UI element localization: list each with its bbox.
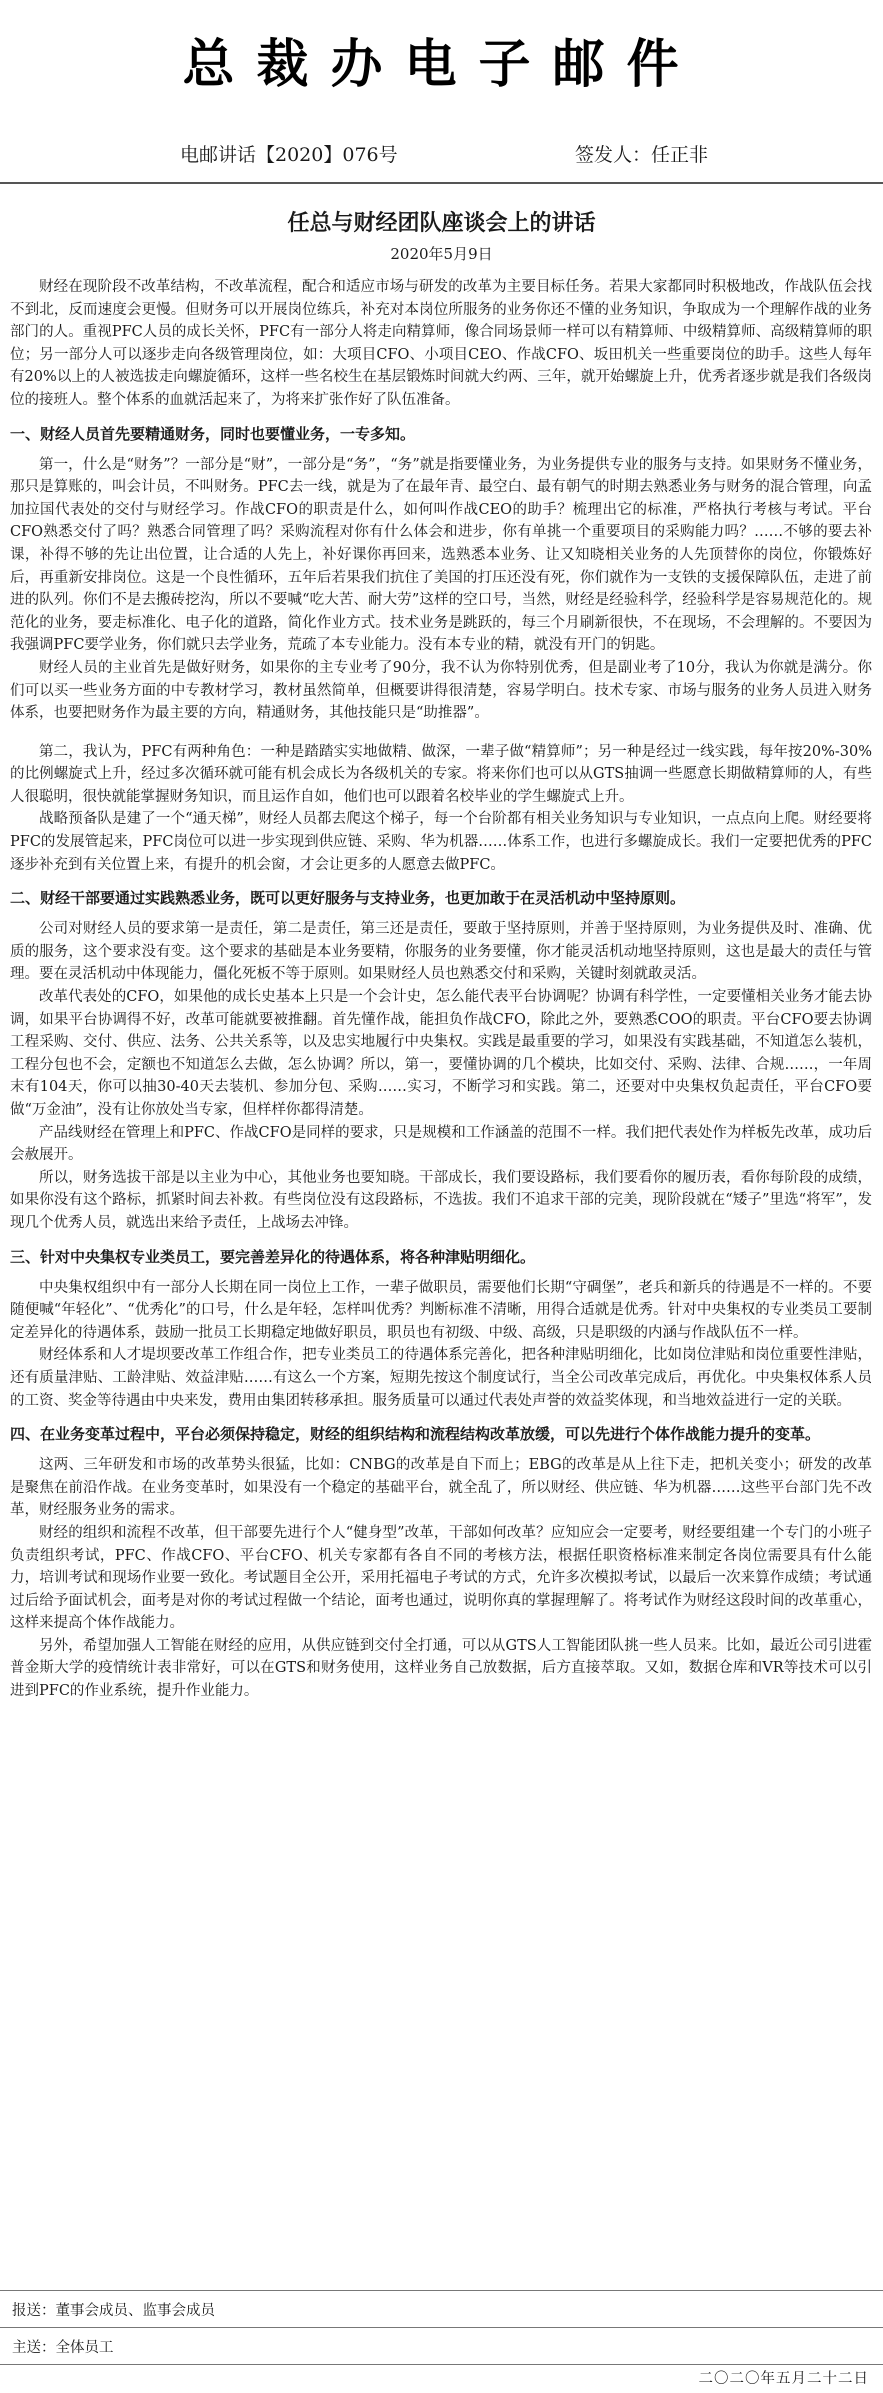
body-paragraph: 公司对财经人员的要求第一是责任，第二是责任，第三还是责任，要敢于坚持原则，并善于坚持原则，为业务提供及时、准确、优质的服务，这个要求没有变。这个要求的基础是本业务要精，你服务的业务要懂，你才能灵活机动地坚持原则，这也是最大的责任与管理。要在灵活机动中体现能力，僵化死板不等于原则。如果财经人员也熟悉交付和采购，关键时刻就敢灵活。 (10, 921, 872, 983)
section-heading: 四、在业务变革过程中，平台必须保持稳定，财经的组织结构和流程结构改革放缓，可以先进行个体作战能力提升的变革。 (10, 1425, 821, 1444)
body-paragraph: 这两、三年研发和市场的改革势头很猛，比如：CNBG的改革是自下而上；EBG的改革是从上往下走，把机关变小；研发的改革是聚焦在前沿作战。在业务变革时，如果没有一个稳定的基础平台，就全乱了，所以财经、供应链、华为机器……这些平台部门先不改革，财经服务业务的需求。 (10, 1457, 872, 1519)
body-paragraph: 改革代表处的CFO，如果他的成长史基本上只是一个会计史，怎么能代表平台协调呢？协调有科学性，一定要懂相关业务才能去协调，如果平台协调得不好，改革可能就要被推翻。首先懂作战，能担负作战CFO，除此之外，要熟悉COO的职责。平台CFO要去协调工程采购、交付、供应、法务、公共关系等，以及忠实地履行中央集权。实践是最重要的学习，如果没有实践基础，不知道怎么装机，工程分包也不会，定额也不知道怎么去做，怎么协调？所以，第一，要懂协调的几个模块，比如交付、采购、法律、合规……，一年周末有104天，你可以抽30-40天去装机、参加分包、采购……实习，不断学习和实践。第二，还要对中央集权负起责任，平台CFO要做“万金油”，没有让你放处当专家，但样样你都得清楚。 (10, 989, 872, 1118)
speech-title: 任总与财经团队座谈会上的讲话 (287, 210, 596, 236)
body-paragraph: 财经的组织和流程不改革，但干部要先进行个人“健身型”改革，干部如何改革？应知应会一定要考，财经要组建一个专门的小班子负责组织考试，PFC、作战CFO、平台CFO、机关专家都有各自不同的考核方法，根据任职资格标准来制定各岗位需要具有什么能力，培训考试和现场作业要一致化。考试题目全公开，采用托福电子考试的方式，允许多次模拟考试，以最后一次来算作成绩；考试通过后给予面试机会，面考是对你的考试过程做一个结论，面考也通过，说明你真的掌握理解了。将考试作为财经这段时间的改革重心，这样来提高个体作战能力。 (10, 1524, 872, 1632)
body-paragraph: 产品线财经在管理上和PFC、作战CFO是同样的要求，只是规模和工作涵盖的范围不一样。我们把代表处作为样板先改革，成功后会赦展开。 (10, 1124, 872, 1164)
main-recipients: 主送：全体员工 (12, 2340, 114, 2356)
body-paragraph: 第一，什么是“财务”？一部分是“财”，一部分是“务”，“务”就是指要懂业务，为业务提供专业的服务与支持。如果财务不懂业务，那只是算账的，叫会计员，不叫财务。PFC去一线，就是为了在最年青、最空白、最有朝气的时期去熟悉业务与财务的混合管理，向孟加拉国代表处的交付与财经学习。作战CFO的职责是什么，如何叫作战CEO的助手？梳理出它的标准，严格执行考核与考试。平台CFO熟悉交付了吗？熟悉合同管理了吗？采购流程对你有什么体会和进步，你有单挑一个重要项目的采购能力吗？……不够的要去补课，补得不够的先让出位置，让合适的人先上，补好课你再回来，选熟悉本业务、让又知晓相关业务的人先顶替你的岗位，你锻炼好后，再重新安排岗位。这是一个良性循环，五年后若果我们抗住了美国的打压还没有死，你们就作为一支铁的支援保障队伍，走进了前进的队列。你们不是去搬砖挖沟，所以不要喊“吃大苦、耐大劳”这样的空口号，当然，财经是经验科学，经验科学是容易规范化的。规范化的业务，要走标准化、电子化的道路，简化作业方式。技术业务是跳跃的，每三个月刷新很快，不在现场，不会理解的。不要因为我强调PFC要学业务，你们就只去学业务，荒疏了本专业能力。没有本专业的精，就没有开门的钥匙。 (10, 456, 872, 654)
speech-date: 2020年5月9日 (390, 245, 493, 263)
body-paragraph: 另外，希望加强人工智能在财经的应用，从供应链到交付全打通，可以从GTS人工智能团队挑一些人员来。比如，最近公司引进霍普金斯大学的疫情统计表非常好，可以在GTS和财务使用，这样业务自己放数据，后方直接萃取。又如，数据仓库和VR等技术可以引进到PFC的作业系统，提升作业能力。 (10, 1637, 872, 1700)
body-paragraph: 战略预备队是建了一个“通天梯”，财经人员都去爬这个梯子，每一个台阶都有相关业务知识与专业知识，一点点向上爬。财经要将PFC的发展管起来，PFC岗位可以进一步实现到供应链、采购、华为机器……体系工作，也进行多螺旋成长。我们一定要把优秀的PFC逐步补充到有关位置上来，有提升的机会窗，才会让更多的人愿意去做PFC。 (10, 811, 872, 873)
document-number: 电邮讲话【2020】076号 (180, 144, 398, 166)
report-to: 报送：董事会成员、监事会成员 (12, 2303, 215, 2319)
section-heading: 一、财经人员首先要精通财务，同时也要懂业务，一专多知。 (10, 424, 416, 443)
body-paragraph: 第二，我认为，PFC有两种角色：一种是踏踏实实地做精、做深，一辈子做“精算师”；另一种是经过一线实践，每年按20%-30%的比例螺旋式上升，经过多次循环就可能有机会成长为各级机关的专家。将来你们也可以从GTS抽调一些愿意长期做精算师的人，有些人很聪明，很快就能掌握财务知识，而且运作自如，他们也可以跟着名校毕业的学生螺旋式上升。 (10, 743, 872, 805)
body-paragraph: 中央集权组织中有一部分人长期在同一岗位上工作，一辈子做职员，需要他们长期“守碉堡”，老兵和新兵的待遇是不一样的。不要随便喊“年轻化”、“优秀化”的口号，什么是年轻，怎样叫优秀？判断标准不清晰，用得合适就是优秀。针对中央集权的专业类员工要制定差异化的待遇体系，鼓励一批员工长期稳定地做好职员，职员也有初级、中级、高级，只是职级的内涵与作战队伍不一样。 (10, 1279, 872, 1341)
header-divider (0, 182, 883, 184)
body-paragraph: 财经人员的主业首先是做好财务，如果你的主专业考了90分，我不认为你特别优秀，但是副业考了10分，我认为你就是满分。你们可以买一些业务方面的中专教材学习，教材虽然简单，但概要讲得很清楚，容易学明白。技术专家、市场与服务的业务人员进入财务体系，也要把财务作为最主要的方向，精通财务，其他技能只是“助推器”。 (10, 659, 872, 722)
footer-divider-middle (0, 2327, 883, 2328)
signer: 签发人：任正非 (575, 144, 709, 166)
section-heading: 三、针对中央集权专业类员工，要完善差异化的待遇体系，将各种津贴明细化。 (10, 1247, 536, 1266)
masthead-title: 总裁办电子邮件 (182, 35, 701, 95)
footer-divider-bottom (0, 2364, 883, 2365)
body-paragraph: 财经体系和人才堤坝要改革工作组合作，把专业类员工的待遇体系完善化，把各种津贴明细化，比如岗位津贴和岗位重要性津贴，还有质量津贴、工龄津贴、效益津贴……有这么一个方案，短期先按这个制度试行，当全公司改革完成后，再优化。中央集权体系人员的工资、奖金等待遇由中央来发，费用由集团转移承担。服务质量可以通过代表处声誉的效益奖体现，和当地效益进行一定的关联。 (10, 1347, 872, 1409)
body-paragraph: 所以，财务选拔干部是以主业为中心，其他业务也要知晓。干部成长，我们要设路标，我们要看你的履历表，看你每阶段的成绩，如果你没有这个路标，抓紧时间去补救。有些岗位没有这段路标，不选拔。我们不追求干部的完美，现阶段就在“矮子”里选“将军”，发现几个优秀人员，就选出来给予责任，上战场去冲锋。 (10, 1169, 872, 1231)
intro-paragraph: 财经在现阶段不改革结构，不改革流程，配合和适应市场与研发的改革为主要目标任务。若果大家都同时积极地改，作战队伍会找不到北，反而速度会更慢。但财务可以开展岗位练兵，补充对本岗位所服务的业务你还不懂的业务知识，争取成为一个理解作战的业务部门的人。重视PFC人员的成长关怀，PFC有一部分人将走向精算师，像合同场景师一样可以有精算师、中级精算师、高级精算师的职位；另一部分人可以逐步走向各级管理岗位，如：大项目CFO、小项目CEO、作战CFO、坂田机关一些重要岗位的助手。这些人每年有20%以上的人被选拔走向螺旋循环，这样一些名校生在基层锻炼时间就大约两、三年，就开始螺旋上升，优秀者逐步就是我们各级岗位的接班人。整个体系的血就活起来了，为将来扩张作好了队伍准备。 (10, 279, 872, 408)
footer-divider-top (0, 2290, 883, 2291)
section-heading: 二、财经干部要通过实践熟悉业务，既可以更好服务与支持业务，也更加敢于在灵活机动中坚持原则。 (10, 889, 686, 908)
issue-date: 二〇二〇年五月二十二日 (698, 2371, 869, 2387)
speech-body (10, 276, 872, 1703)
